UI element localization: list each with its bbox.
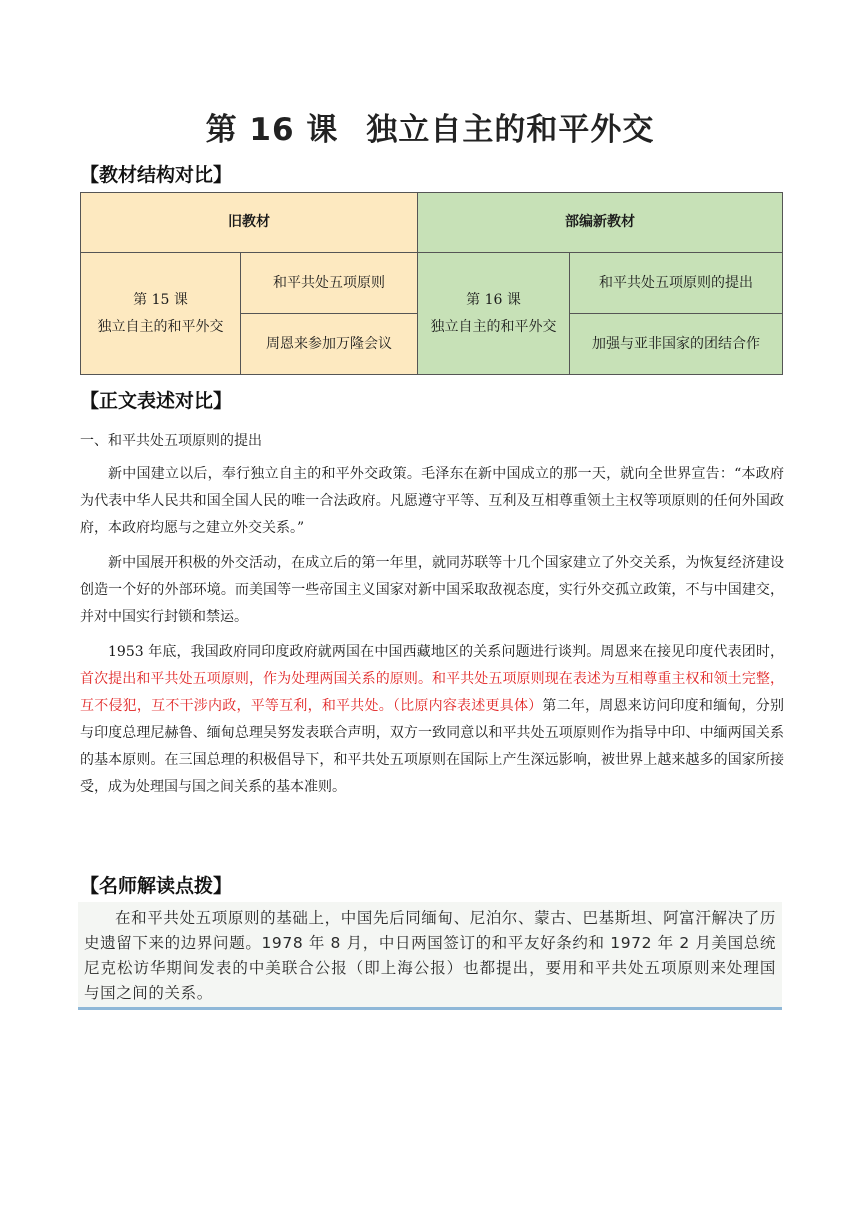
p3-rest: 第二年，周恩来访问印度和缅甸，分别与印度总理尼赫鲁、缅甸总理吴努发表联合声明，双方一致同意以和平共处五项原则作为指导中印、中缅两国关系的基本原则。在三国总理的积极倡导下，和平共处五项原则在国际上产生深远影响，被世界上越来越多的国家所接受，成为处理国与国之间关系的基本准则。 — [80, 698, 784, 795]
lesson-number: 第 16 课 — [205, 112, 339, 148]
body-text — [80, 428, 784, 809]
section-heading-structure: 【教材结构对比】 — [80, 164, 233, 186]
comparison-table — [80, 192, 783, 375]
body-subheading: 一、和平共处五项原则的提出 — [80, 433, 262, 449]
body-paragraph-2: 新中国展开积极的外交活动，在成立后的第一年里，就同苏联等十几个国家建立了外交关系，为恢复经济建设创造一个好的外部环境。而美国等一些帝国主义国家对新中国采取敌视态度，实行外交孤立政策，不与中国建交，并对中国实行封锁和禁运。 — [80, 555, 784, 625]
lesson-topic: 独立自主的和平外交 — [366, 112, 655, 148]
old-lesson-cell — [81, 253, 241, 375]
p3-intro: 1953 年底，我国政府同印度政府就两国在中国西藏地区的关系问题进行谈判。周恩来在接见印度代表团时， — [108, 644, 784, 660]
new-item-1: 和平共处五项原则的提出 — [570, 253, 783, 314]
old-lesson-number: 第 15 课 — [133, 291, 188, 308]
new-lesson-title: 独立自主的和平外交 — [430, 318, 557, 335]
old-lesson-title: 独立自主的和平外交 — [97, 318, 224, 335]
section-heading-teacher: 【名师解读点拨】 — [80, 875, 233, 897]
teacher-note-text: 在和平共处五项原则的基础上，中国先后同缅甸、尼泊尔、蒙古、巴基斯坦、阿富汗解决了历史遗留下来的边界问题。1978 年 8 月，中日两国签订的和平友好条约和 1972 年 2 月美国总统尼克松访华期间发表的中美联合公报（即上海公报）也都提出，要用和平共处五项原则来处理国与国之间的关系。 — [84, 909, 776, 1002]
body-paragraph-3 — [80, 639, 784, 801]
new-lesson-cell — [418, 253, 570, 375]
old-item-1: 和平共处五项原则 — [241, 253, 418, 314]
new-lesson-number: 第 16 课 — [466, 291, 521, 308]
teacher-note-image — [78, 902, 782, 1010]
old-item-2: 周恩来参加万隆会议 — [241, 314, 418, 375]
body-paragraph-1: 新中国建立以后，奉行独立自主的和平外交政策。毛泽东在新中国成立的那一天，就向全世界宣告：“本政府为代表中华人民共和国全国人民的唯一合法政府。凡愿遵守平等、互利及互相尊重领土主权等项原则的任何外国政府，本政府均愿与之建立外交关系。” — [80, 466, 784, 536]
section-heading-text: 【正文表述对比】 — [80, 390, 233, 412]
new-item-2: 加强与亚非国家的团结合作 — [570, 314, 783, 375]
new-textbook-header: 部编新教材 — [418, 193, 783, 253]
p3-highlight: 首次提出和平共处五项原则，作为处理两国关系的原则。和平共处五项原则现在表述为互相尊重主权和领土完整，互不侵犯，互不干涉内政，平等互利，和平共处。（比原内容表述更具体） — [80, 671, 784, 714]
old-textbook-header: 旧教材 — [81, 193, 418, 253]
page-title — [0, 104, 860, 149]
